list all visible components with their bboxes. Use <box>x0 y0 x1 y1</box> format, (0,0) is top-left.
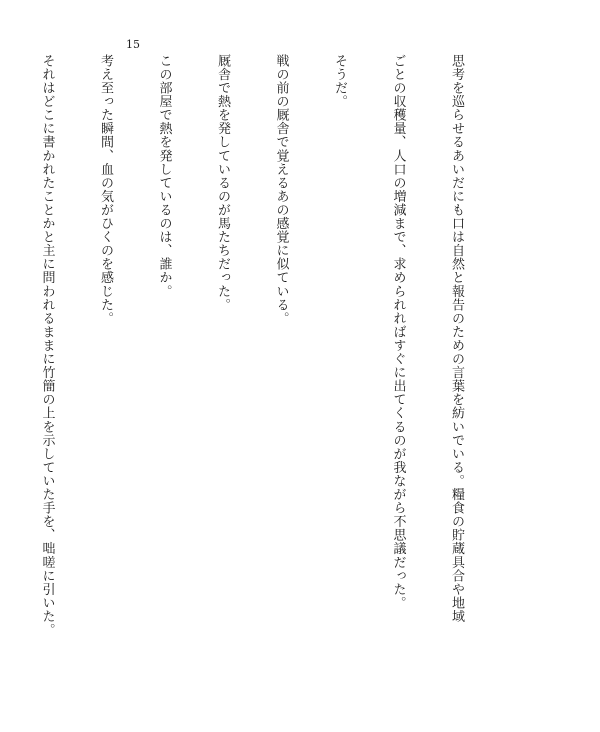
text-line: この部屋で熱を発しているのは、誰か。 <box>156 54 172 298</box>
page-number: 15 <box>126 38 140 51</box>
text-line: 戦の前の厩舎で覚えるあの感覚に似ている。 <box>273 54 289 325</box>
text-line: 考え至った瞬間、血の気がひくのを感じた。 <box>98 54 113 325</box>
text-line: そうだ。 <box>332 54 347 109</box>
text-line: 思考を巡らせるあいだにも口は自然と報告のための言葉を紡いでいる。糧食の貯蔵具合や地域 <box>449 54 464 624</box>
body-text <box>39 54 505 637</box>
text-line: それはどこに書かれたことかと主に問われるままに竹簡の上を示していた手を、咄嗟に引いた。 <box>39 54 55 637</box>
text-line: 厩舎で熱を発しているのが馬たちだった。 <box>215 54 230 312</box>
text-line: ごとの収穫量、人口の増減まで、求められればすぐに出てくるのが我ながら不思議だった。 <box>390 54 406 610</box>
